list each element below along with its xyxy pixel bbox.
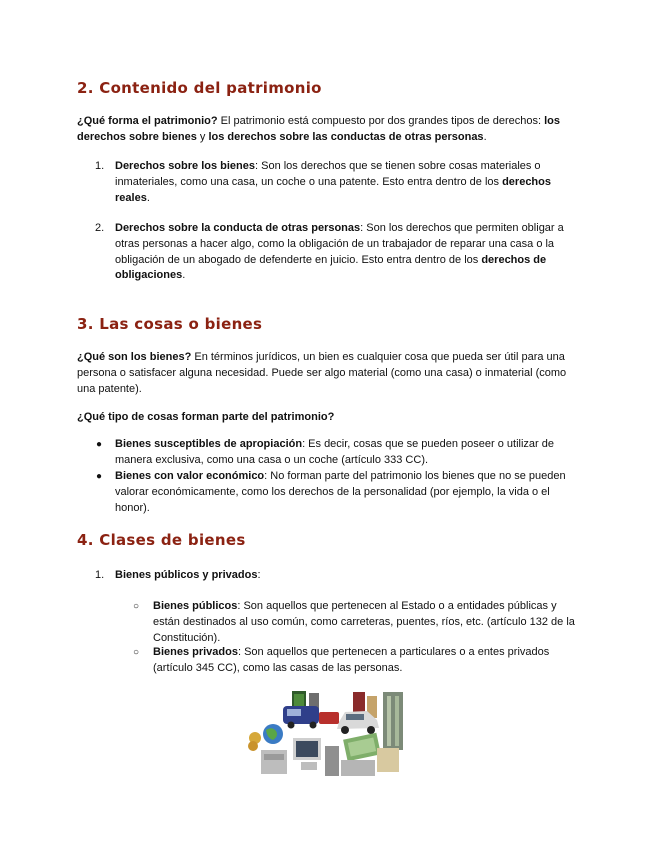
section-heading-4: 4. Clases de bienes <box>77 531 246 549</box>
list-item: 1. Bienes públicos y privados: <box>115 568 581 584</box>
list-item: ○ Bienes públicos: Son aquellos que pertenecen al Estado o a entidades públicas y están destinados al uso común, como carreteras, puentes, ríos, etc. (artículo 132 de la Constitución). <box>133 600 575 644</box>
list-item: ● Bienes susceptibles de apropiación: Es decir, cosas que se pueden poseer o utilizar de manera exclusiva, como una casa o un coche (artículo 333 CC). <box>96 438 554 466</box>
list-item: 1. Derechos sobre los bienes: Son los derechos que se tienen sobre cosas materiales o inmateriales, como una casa, un coche o una patente. Esto entra dentro de los derechos reales. <box>95 160 551 204</box>
circle-bullet-icon: ○ <box>133 647 140 658</box>
intro-question: ¿Qué forma el patrimonio? <box>77 115 218 127</box>
building-icon <box>383 692 403 750</box>
list-number: 1. <box>95 569 105 581</box>
bullet-icon: ● <box>96 471 103 482</box>
circle-bullet-icon: ○ <box>133 601 140 612</box>
list-number: 2. <box>95 222 105 234</box>
list-item: ● Bienes con valor económico: No forman parte del patrimonio los bienes que no se pueden valorar económicamente, como los derechos de la personalidad (por ejemplo, la vida o el honor). <box>96 470 566 514</box>
bienes-collage-image <box>245 688 410 780</box>
bienes-intro: ¿Qué son los bienes? En términos jurídicos, un bien es cualquier cosa que pueda ser útil para una persona o satisfacer alguna necesidad. Puede ser algo material (como una casa) o inmaterial (como una patente). <box>77 351 567 395</box>
list-item: ○ Bienes privados: Son aquellos que pertenecen a particulares o a entes privados (artículo 345 CC), como las casas de las personas. <box>133 646 550 674</box>
patrimonio-intro: ¿Qué forma el patrimonio? El patrimonio está compuesto por dos grandes tipos de derechos: los derechos sobre bienes y los derechos sobre las conductas de otras personas. <box>77 115 561 143</box>
globe-icon <box>263 724 283 744</box>
list-item: 2. Derechos sobre la conducta de otras personas: Son los derechos que permiten obligar a otras personas a hacer algo, como la obligación de un trabajador de reparar una casa o la obligación de un abogado de defenderte en juicio. Esto entra dentro de los derechos de obligaciones. <box>95 222 564 282</box>
section-heading-3: 3. Las cosas o bienes <box>77 315 263 333</box>
patrimonio-question: ¿Qué tipo de cosas forman parte del patrimonio? <box>77 411 335 423</box>
list-number: 1. <box>95 160 105 172</box>
section-heading-2: 2. Contenido del patrimonio <box>77 79 322 97</box>
bullet-icon: ● <box>96 439 103 450</box>
